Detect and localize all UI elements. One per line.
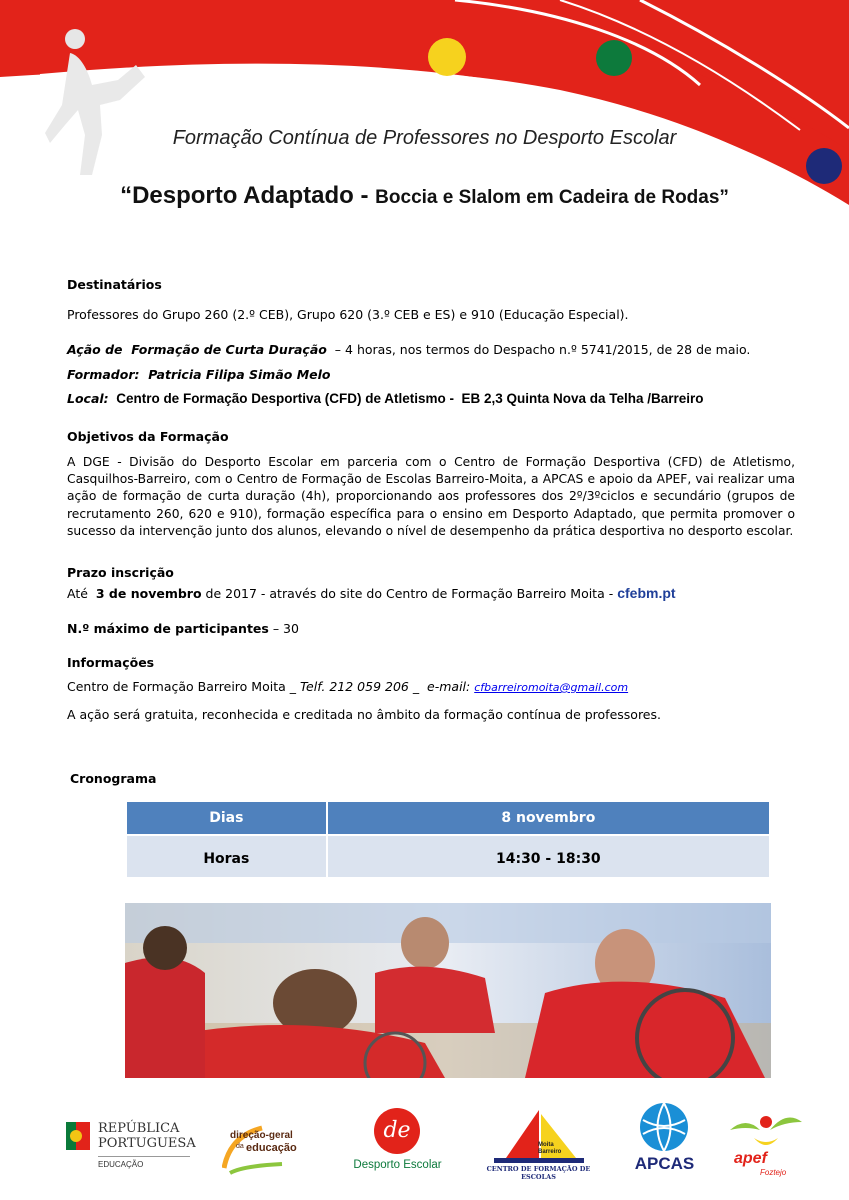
participantes-value: – 30: [268, 621, 299, 636]
email-link[interactable]: cfbarreiromoita@gmail.com: [474, 681, 629, 694]
boccia-photo: [125, 903, 771, 1078]
cfe-barreiro-moita-logo: [486, 1108, 591, 1181]
athlete-figure-icon: [40, 25, 150, 185]
de-circle-icon: de: [374, 1108, 420, 1154]
title-dash: -: [353, 182, 376, 209]
contact-centro: Centro de Formação Barreiro Moita _: [67, 679, 300, 694]
local-line: [67, 391, 704, 406]
table-row: [127, 836, 769, 877]
acao-line: [67, 341, 750, 358]
title-main: “Desporto Adaptado: [120, 182, 354, 209]
prazo-mid: de 2017 - através do site do Centro de Formação Barreiro Moita -: [201, 586, 618, 601]
apef-text: apef: [734, 1150, 767, 1167]
acao-text: – 4 horas, nos termos do Despacho n.º 5741/2015, de 28 de maio.: [326, 342, 751, 357]
local-text: Centro de Formação Desportiva (CFD) de Atletismo - EB 2,3 Quinta Nova da Telha /Barreiro: [108, 391, 704, 406]
portugal-flag-icon: [66, 1122, 90, 1150]
moita-text-2: Barreiro: [538, 1149, 562, 1155]
page-title: [0, 182, 849, 210]
cfebm-link[interactable]: cfebm.pt: [617, 585, 676, 601]
apcas-logo: [627, 1102, 702, 1177]
objetivos-text: A DGE - Divisão do Desporto Escolar em parceria com o Centro de Formação Desportiva (CFD) de Atletismo, Casquilhos-Barreiro, com o Centro de Formação de Escolas Barreiro-Moita, a APCAS e apoio da APEF, vai realizar uma ação de formação de curta duração (4h), proporcionando aos professores dos 2º/3ºciclos e secundário (grupos de recrutamento 260, 620 e 910), formação específica para o ensino em Desporto Adaptado, que permita promover o sucesso da intervenção junto dos alunos, elevando o nível de desempenho da prática desportiva no desporto escolar.: [67, 455, 795, 538]
cronograma-heading: Cronograma: [70, 771, 157, 786]
formador-label: Formador:: [67, 367, 140, 382]
desporto-escolar-logo: [340, 1108, 455, 1178]
prazo-pre: Até: [67, 586, 96, 601]
prazo-line: [67, 585, 676, 602]
republica-logo: [66, 1120, 201, 1175]
apef-sub-text: Foztejo: [760, 1168, 787, 1177]
acao-label: Ação de Formação de Curta Duração: [67, 342, 327, 357]
desporto-escolar-text: Desporto Escolar: [353, 1159, 442, 1171]
objetivos-heading: Objetivos da Formação: [67, 429, 229, 444]
dge-text-1: direção-geral: [230, 1130, 293, 1141]
header-dias: Dias: [127, 802, 326, 834]
informacoes-heading: Informações: [67, 655, 155, 670]
republica-text-1: REPÚBLICA: [98, 1121, 180, 1136]
apef-figure-icon: [726, 1108, 804, 1153]
prazo-date: 3 de novembro: [95, 586, 202, 601]
navy-ball-icon: [806, 148, 842, 184]
subtitle: Formação Contínua de Professores no Desporto Escolar: [172, 127, 677, 149]
participantes-label: N.º máximo de participantes: [67, 621, 269, 636]
formador-name: Patricia Filipa Simão Melo: [139, 367, 331, 382]
moita-text-3: CENTRO DE FORMAÇÃO DE ESCOLAS: [486, 1165, 591, 1181]
destinatarios-heading: Destinatários: [67, 277, 162, 292]
local-label: Local:: [67, 391, 109, 406]
moita-text-1: Moita: [538, 1142, 554, 1148]
header-date: 8 novembro: [328, 802, 769, 834]
cronograma-table: [125, 800, 771, 879]
title-rest: Boccia e Slalom em Cadeira de Rodas”: [375, 187, 729, 208]
gratuita-text: A ação será gratuita, reconhecida e creditada no âmbito da formação contínua de professores.: [67, 707, 661, 722]
row-label-horas: Horas: [127, 836, 326, 877]
table-header-row: [127, 802, 769, 834]
destinatarios-text: Professores do Grupo 260 (2.º CEB), Grupo 620 (3.º CEB e ES) e 910 (Educação Especial).: [67, 307, 629, 322]
formador-line: [67, 366, 331, 383]
apef-logo: [726, 1108, 804, 1180]
prazo-heading: Prazo inscrição: [67, 565, 174, 580]
republica-text-3: EDUCAÇÃO: [98, 1160, 144, 1169]
apcas-text: APCAS: [634, 1154, 695, 1173]
participantes-line: [67, 620, 299, 637]
dge-logo: [222, 1118, 312, 1176]
dge-text-2: da: [236, 1143, 244, 1150]
green-ball-icon: [596, 40, 632, 76]
row-value-time: 14:30 - 18:30: [328, 836, 769, 877]
contact-telf: Telf. 212 059 206 _ e-mail:: [299, 679, 475, 694]
contact-line: [67, 678, 628, 696]
dge-text-3: educação: [246, 1142, 297, 1154]
yellow-ball-icon: [428, 38, 466, 76]
republica-text-2: PORTUGUESA: [98, 1136, 196, 1151]
apcas-globe-icon: [639, 1102, 689, 1152]
